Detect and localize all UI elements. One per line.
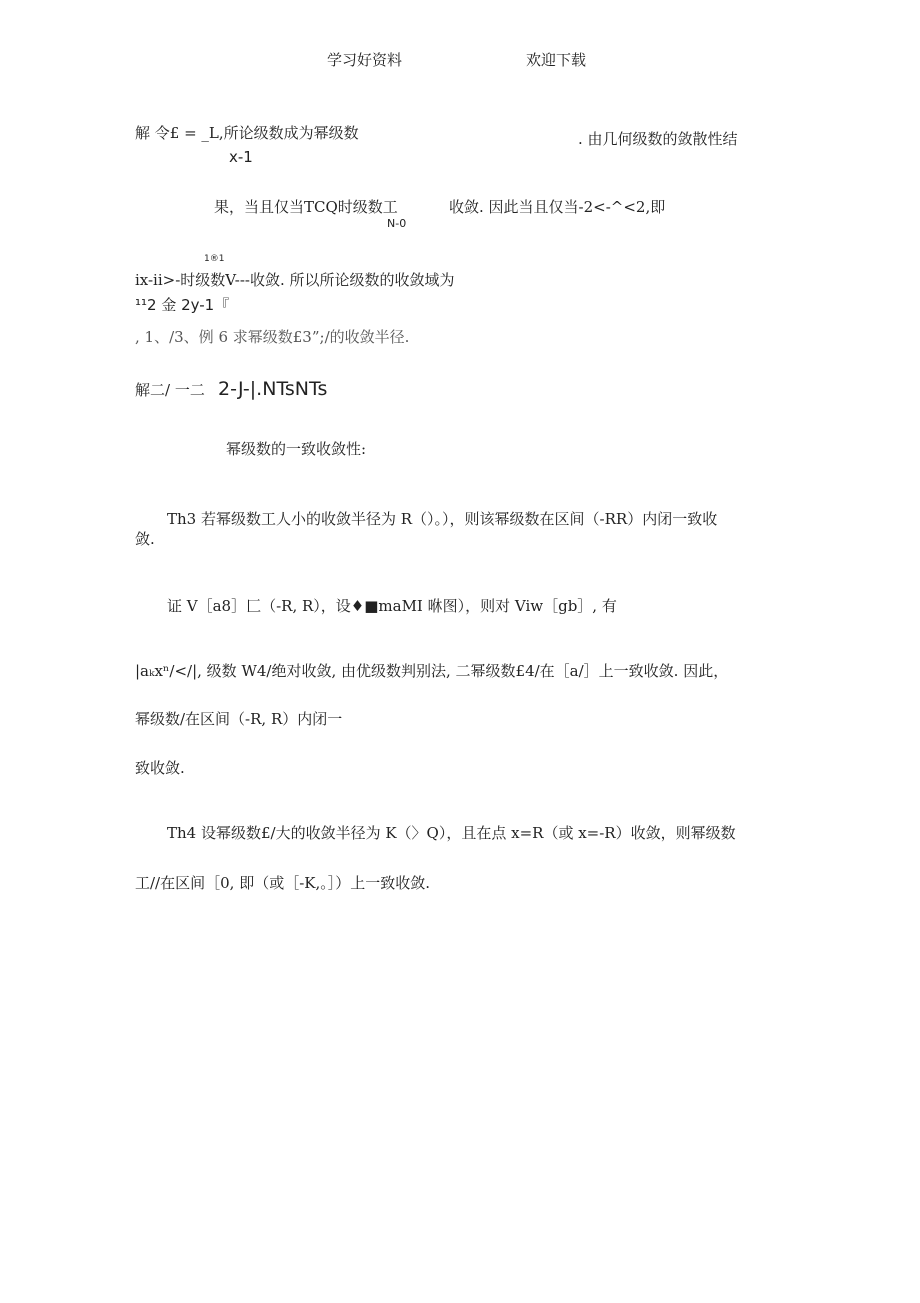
- section-heading: 幂级数的一致收敛性:: [226, 440, 367, 458]
- theorem-3: Th3 若幂级数工人小的收敛半径为 R（）。），则该幂级数在区间（-RR）内闭一致收: [167, 510, 718, 528]
- solution-formula: 2-J-|.NTsNTs: [218, 378, 328, 400]
- proof-line-4: 致收敛.: [135, 759, 185, 777]
- proof-line-2: |aₖxⁿ/</|, 级数 W4/绝对收敛, 由优级数判别法, 二幂级数£4/在［a/］上一致收敛. 因此，: [135, 662, 729, 680]
- proof-line-3: 幂级数/在区间（-R, R）内闭一: [135, 710, 343, 728]
- proof-line-1: 证 V［a8］匚（-R, R），设♦■maMI 咻图），则对 Viw［gb］, 有: [167, 597, 617, 615]
- solution-line-2: 果，当且仅当TCQ时级数工: [214, 198, 398, 216]
- header-right: 欢迎下载: [526, 51, 587, 69]
- header-left: 学习好资料: [327, 51, 403, 69]
- formula-subscript-n0: N-0: [387, 217, 407, 230]
- solution-line-3: ix-ii>-时级数V---收敛. 所以所论级数的收敛域为: [135, 271, 455, 289]
- solution-line-2-end: 收敛. 因此当且仅当-2<-^<2,即: [449, 198, 666, 216]
- solution-line-1-end: . 由几何级数的敛散性结: [578, 130, 738, 148]
- formula-fragment-domain: ¹¹2 金 2y-1『: [135, 296, 230, 314]
- formula-x-minus-1: x-1: [229, 148, 253, 166]
- formula-fragment-1r1: 1®1: [204, 254, 225, 264]
- solution-line-1: 解 令£ = _L,所论级数成为幂级数: [135, 124, 359, 142]
- theorem-3-continued: 敛.: [135, 530, 155, 548]
- theorem-4: Th4 设幂级数£/大的收敛半径为 K（〉Q），且在点 x=R（或 x=-R）收敛，则幂级数: [167, 824, 736, 842]
- theorem-4-continued: 工//在区间［0, 即（或［-K,。］）上一致收敛.: [135, 874, 430, 892]
- example-6: , 1、/3、例 6 求幂级数£3”;/的收敛半径.: [135, 328, 410, 346]
- solution-label: 解二/ 一二: [135, 381, 205, 399]
